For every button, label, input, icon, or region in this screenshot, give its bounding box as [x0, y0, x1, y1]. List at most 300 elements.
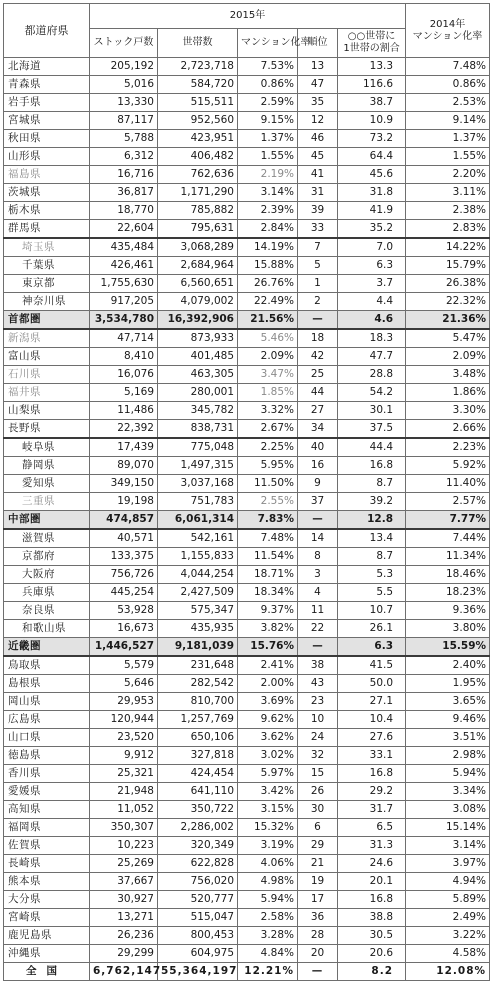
cell-prev: 2.57% — [406, 493, 490, 511]
cell-households: 775,048 — [158, 438, 238, 457]
cell-households: 785,882 — [158, 202, 238, 220]
cell-households: 463,305 — [158, 366, 238, 384]
cell-households: 424,454 — [158, 765, 238, 783]
cell-ratio: 54.2 — [338, 384, 406, 402]
cell-stock: 3,534,780 — [90, 311, 158, 330]
cell-ratio: 50.0 — [338, 675, 406, 693]
cell-prev: 1.55% — [406, 148, 490, 166]
cell-name: 滋賀県 — [4, 529, 90, 548]
cell-stock: 435,484 — [90, 238, 158, 257]
cell-rank: 1 — [298, 275, 338, 293]
cell-rate: 26.76% — [238, 275, 298, 293]
mansion-rate-table — [3, 3, 490, 981]
cell-rank: 39 — [298, 202, 338, 220]
cell-ratio: 5.3 — [338, 566, 406, 584]
cell-rank: 30 — [298, 801, 338, 819]
cell-name: 奈良県 — [4, 602, 90, 620]
cell-ratio: 20.6 — [338, 945, 406, 963]
cell-name: 愛知県 — [4, 475, 90, 493]
header-mansion-rate: マンション化率 — [238, 29, 298, 58]
cell-households: 795,631 — [158, 220, 238, 239]
cell-rate: 3.15% — [238, 801, 298, 819]
cell-rank: 4 — [298, 584, 338, 602]
cell-stock: 445,254 — [90, 584, 158, 602]
cell-name: 山梨県 — [4, 402, 90, 420]
cell-stock: 120,944 — [90, 711, 158, 729]
cell-stock: 25,269 — [90, 855, 158, 873]
cell-households: 575,347 — [158, 602, 238, 620]
cell-name: 岐阜県 — [4, 438, 90, 457]
cell-prev: 3.65% — [406, 693, 490, 711]
table-row — [4, 384, 490, 402]
cell-name: 千葉県 — [4, 257, 90, 275]
cell-ratio: 24.6 — [338, 855, 406, 873]
cell-prev: 9.36% — [406, 602, 490, 620]
table-row — [4, 257, 490, 275]
cell-ratio: 13.3 — [338, 58, 406, 76]
cell-households: 641,110 — [158, 783, 238, 801]
cell-rank: 17 — [298, 891, 338, 909]
cell-prev: 3.48% — [406, 366, 490, 384]
cell-name: 富山県 — [4, 348, 90, 366]
table-row — [4, 202, 490, 220]
cell-name: 山口県 — [4, 729, 90, 747]
cell-ratio: 33.1 — [338, 747, 406, 765]
cell-rate: 3.14% — [238, 184, 298, 202]
cell-name: 栃木県 — [4, 202, 90, 220]
cell-households: 2,286,002 — [158, 819, 238, 837]
cell-ratio: 6.3 — [338, 257, 406, 275]
cell-rate: 2.41% — [238, 656, 298, 675]
cell-rank: 25 — [298, 366, 338, 384]
cell-rank: 7 — [298, 238, 338, 257]
cell-stock: 1,446,527 — [90, 638, 158, 657]
cell-name: 長野県 — [4, 420, 90, 439]
cell-rank: 24 — [298, 729, 338, 747]
header-prev-rate — [406, 4, 490, 58]
table-body — [4, 58, 490, 981]
table-row — [4, 293, 490, 311]
cell-households: 6,061,314 — [158, 511, 238, 530]
cell-households: 584,720 — [158, 76, 238, 94]
cell-households: 4,044,254 — [158, 566, 238, 584]
table-header — [4, 4, 490, 58]
cell-rank: 43 — [298, 675, 338, 693]
cell-households: 55,364,197 — [158, 963, 238, 981]
table-row — [4, 511, 490, 530]
cell-rank: 27 — [298, 402, 338, 420]
cell-rank: 33 — [298, 220, 338, 239]
cell-rate: 5.94% — [238, 891, 298, 909]
cell-households: 520,777 — [158, 891, 238, 909]
cell-rank: 28 — [298, 927, 338, 945]
cell-households: 345,782 — [158, 402, 238, 420]
table-row — [4, 58, 490, 76]
cell-stock: 23,520 — [90, 729, 158, 747]
cell-rate: 3.69% — [238, 693, 298, 711]
cell-households: 810,700 — [158, 693, 238, 711]
cell-ratio: 38.7 — [338, 94, 406, 112]
cell-stock: 1,755,630 — [90, 275, 158, 293]
cell-prev: 2.23% — [406, 438, 490, 457]
cell-rate: 3.02% — [238, 747, 298, 765]
header-ratio — [338, 29, 406, 58]
cell-stock: 350,307 — [90, 819, 158, 837]
cell-name: 熊本県 — [4, 873, 90, 891]
cell-rank: 3 — [298, 566, 338, 584]
table-row — [4, 529, 490, 548]
cell-prev: 3.80% — [406, 620, 490, 638]
cell-rate: 1.55% — [238, 148, 298, 166]
cell-stock: 18,770 — [90, 202, 158, 220]
cell-prev: 5.94% — [406, 765, 490, 783]
cell-stock: 11,486 — [90, 402, 158, 420]
cell-ratio: 28.8 — [338, 366, 406, 384]
cell-rank: 6 — [298, 819, 338, 837]
cell-name: 広島県 — [4, 711, 90, 729]
cell-stock: 11,052 — [90, 801, 158, 819]
cell-name: 宮崎県 — [4, 909, 90, 927]
cell-prev: 2.53% — [406, 94, 490, 112]
table-row — [4, 873, 490, 891]
cell-households: 604,975 — [158, 945, 238, 963]
cell-name: 佐賀県 — [4, 837, 90, 855]
cell-ratio: 20.1 — [338, 873, 406, 891]
header-ratio-line1: ○○世帯に — [347, 31, 396, 42]
cell-stock: 5,788 — [90, 130, 158, 148]
cell-ratio: 4.6 — [338, 311, 406, 330]
cell-prev: 18.23% — [406, 584, 490, 602]
cell-ratio: 3.7 — [338, 275, 406, 293]
table-row — [4, 238, 490, 257]
cell-households: 952,560 — [158, 112, 238, 130]
cell-rate: 21.56% — [238, 311, 298, 330]
cell-rate: 5.46% — [238, 329, 298, 348]
cell-stock: 29,299 — [90, 945, 158, 963]
cell-rate: 7.48% — [238, 529, 298, 548]
cell-rank: 35 — [298, 94, 338, 112]
cell-rank: — — [298, 511, 338, 530]
cell-rate: 9.37% — [238, 602, 298, 620]
cell-name: 福岡県 — [4, 819, 90, 837]
cell-rate: 18.34% — [238, 584, 298, 602]
cell-stock: 16,716 — [90, 166, 158, 184]
cell-stock: 8,410 — [90, 348, 158, 366]
table-row — [4, 311, 490, 330]
cell-name: 新潟県 — [4, 329, 90, 348]
cell-stock: 5,646 — [90, 675, 158, 693]
table-row — [4, 184, 490, 202]
cell-prev: 11.40% — [406, 475, 490, 493]
cell-households: 542,161 — [158, 529, 238, 548]
cell-ratio: 41.9 — [338, 202, 406, 220]
cell-stock: 9,912 — [90, 747, 158, 765]
cell-rank: 32 — [298, 747, 338, 765]
table-row — [4, 945, 490, 963]
table-row — [4, 891, 490, 909]
table-row — [4, 548, 490, 566]
cell-households: 756,020 — [158, 873, 238, 891]
cell-prev: 2.09% — [406, 348, 490, 366]
cell-stock: 17,439 — [90, 438, 158, 457]
cell-ratio: 16.8 — [338, 765, 406, 783]
header-year-2015: 2015年 — [90, 4, 406, 29]
cell-stock: 349,150 — [90, 475, 158, 493]
table-row — [4, 801, 490, 819]
cell-rank: 38 — [298, 656, 338, 675]
cell-name: 石川県 — [4, 366, 90, 384]
cell-households: 2,427,509 — [158, 584, 238, 602]
cell-ratio: 31.7 — [338, 801, 406, 819]
header-households: 世帯数 — [158, 29, 238, 58]
cell-rank: 22 — [298, 620, 338, 638]
cell-rank: — — [298, 963, 338, 981]
cell-rank: 5 — [298, 257, 338, 275]
cell-households: 6,560,651 — [158, 275, 238, 293]
cell-households: 423,951 — [158, 130, 238, 148]
cell-prev: 7.77% — [406, 511, 490, 530]
cell-prev: 9.46% — [406, 711, 490, 729]
cell-prev: 26.38% — [406, 275, 490, 293]
cell-stock: 16,673 — [90, 620, 158, 638]
cell-ratio: 64.4 — [338, 148, 406, 166]
cell-rank: 41 — [298, 166, 338, 184]
cell-households: 873,933 — [158, 329, 238, 348]
cell-households: 406,482 — [158, 148, 238, 166]
cell-prev: 5.47% — [406, 329, 490, 348]
cell-households: 1,257,769 — [158, 711, 238, 729]
cell-prev: 9.14% — [406, 112, 490, 130]
table-row — [4, 94, 490, 112]
table-row — [4, 166, 490, 184]
cell-name: 埼玉県 — [4, 238, 90, 257]
cell-rate: 3.82% — [238, 620, 298, 638]
cell-rate: 3.42% — [238, 783, 298, 801]
header-prev-line2: マンション化率 — [412, 30, 483, 42]
cell-rank: 13 — [298, 58, 338, 76]
cell-prev: 2.20% — [406, 166, 490, 184]
cell-prev: 3.34% — [406, 783, 490, 801]
table-row — [4, 457, 490, 475]
cell-stock: 16,076 — [90, 366, 158, 384]
cell-rank: 10 — [298, 711, 338, 729]
cell-rate: 2.19% — [238, 166, 298, 184]
table-row — [4, 909, 490, 927]
cell-rate: 4.06% — [238, 855, 298, 873]
cell-name: 大阪府 — [4, 566, 90, 584]
cell-rank: 26 — [298, 783, 338, 801]
cell-rate: 1.85% — [238, 384, 298, 402]
table-row — [4, 656, 490, 675]
cell-prev: 3.08% — [406, 801, 490, 819]
cell-prev: 7.48% — [406, 58, 490, 76]
cell-ratio: 26.1 — [338, 620, 406, 638]
header-ratio-line2: 1世帯の割合 — [343, 43, 400, 54]
cell-rate: 1.37% — [238, 130, 298, 148]
cell-rank: 45 — [298, 148, 338, 166]
cell-rate: 14.19% — [238, 238, 298, 257]
cell-stock: 6,312 — [90, 148, 158, 166]
cell-stock: 26,236 — [90, 927, 158, 945]
cell-rank: 19 — [298, 873, 338, 891]
table-row — [4, 602, 490, 620]
cell-rank: 2 — [298, 293, 338, 311]
cell-stock: 36,817 — [90, 184, 158, 202]
table-row — [4, 329, 490, 348]
cell-rank: 21 — [298, 855, 338, 873]
table-row — [4, 783, 490, 801]
cell-stock: 22,604 — [90, 220, 158, 239]
cell-name: 群馬県 — [4, 220, 90, 239]
table-row — [4, 420, 490, 439]
cell-rate: 7.83% — [238, 511, 298, 530]
cell-rank: — — [298, 638, 338, 657]
cell-rate: 2.09% — [238, 348, 298, 366]
cell-ratio: 16.8 — [338, 457, 406, 475]
cell-stock: 19,198 — [90, 493, 158, 511]
cell-name: 三重県 — [4, 493, 90, 511]
cell-prev: 11.34% — [406, 548, 490, 566]
cell-ratio: 8.2 — [338, 963, 406, 981]
cell-households: 280,001 — [158, 384, 238, 402]
cell-ratio: 10.9 — [338, 112, 406, 130]
cell-rate: 9.62% — [238, 711, 298, 729]
cell-prev: 15.79% — [406, 257, 490, 275]
cell-rate: 5.97% — [238, 765, 298, 783]
cell-prev: 0.86% — [406, 76, 490, 94]
cell-ratio: 8.7 — [338, 548, 406, 566]
cell-stock: 47,714 — [90, 329, 158, 348]
cell-rank: 23 — [298, 693, 338, 711]
cell-ratio: 44.4 — [338, 438, 406, 457]
table-row — [4, 475, 490, 493]
cell-prev: 3.14% — [406, 837, 490, 855]
cell-ratio: 30.1 — [338, 402, 406, 420]
table-row — [4, 584, 490, 602]
cell-rank: 31 — [298, 184, 338, 202]
table-row — [4, 837, 490, 855]
cell-rate: 2.67% — [238, 420, 298, 439]
cell-stock: 10,223 — [90, 837, 158, 855]
cell-stock: 205,192 — [90, 58, 158, 76]
cell-prev: 1.37% — [406, 130, 490, 148]
cell-households: 3,068,289 — [158, 238, 238, 257]
cell-prev: 5.92% — [406, 457, 490, 475]
cell-rate: 7.53% — [238, 58, 298, 76]
cell-rank: 11 — [298, 602, 338, 620]
cell-rank: 42 — [298, 348, 338, 366]
cell-rate: 15.32% — [238, 819, 298, 837]
cell-households: 1,155,833 — [158, 548, 238, 566]
cell-name: 岩手県 — [4, 94, 90, 112]
cell-rank: 37 — [298, 493, 338, 511]
cell-households: 751,783 — [158, 493, 238, 511]
cell-rate: 0.86% — [238, 76, 298, 94]
cell-prev: 3.30% — [406, 402, 490, 420]
cell-name: 和歌山県 — [4, 620, 90, 638]
cell-prev: 18.46% — [406, 566, 490, 584]
cell-rate: 4.84% — [238, 945, 298, 963]
table-row — [4, 711, 490, 729]
cell-prev: 2.98% — [406, 747, 490, 765]
cell-prev: 1.95% — [406, 675, 490, 693]
cell-name: 秋田県 — [4, 130, 90, 148]
cell-households: 650,106 — [158, 729, 238, 747]
table-row — [4, 927, 490, 945]
cell-rank: 18 — [298, 329, 338, 348]
cell-prev: 2.38% — [406, 202, 490, 220]
cell-name: 静岡県 — [4, 457, 90, 475]
cell-stock: 21,948 — [90, 783, 158, 801]
header-rank: 順位 — [298, 29, 338, 58]
table-row — [4, 963, 490, 981]
cell-name: 長崎県 — [4, 855, 90, 873]
cell-households: 9,181,039 — [158, 638, 238, 657]
header-prefecture: 都道府県 — [4, 4, 90, 58]
cell-ratio: 39.2 — [338, 493, 406, 511]
cell-stock: 13,271 — [90, 909, 158, 927]
cell-stock: 756,726 — [90, 566, 158, 584]
cell-ratio: 41.5 — [338, 656, 406, 675]
cell-name: 愛媛県 — [4, 783, 90, 801]
cell-stock: 5,579 — [90, 656, 158, 675]
cell-prev: 3.22% — [406, 927, 490, 945]
cell-name: 鹿児島県 — [4, 927, 90, 945]
cell-name: 鳥取県 — [4, 656, 90, 675]
cell-rate: 9.15% — [238, 112, 298, 130]
cell-households: 515,047 — [158, 909, 238, 927]
cell-stock: 89,070 — [90, 457, 158, 475]
cell-ratio: 10.7 — [338, 602, 406, 620]
cell-rank: 44 — [298, 384, 338, 402]
cell-stock: 426,461 — [90, 257, 158, 275]
cell-prev: 3.51% — [406, 729, 490, 747]
cell-households: 320,349 — [158, 837, 238, 855]
cell-rank: 8 — [298, 548, 338, 566]
cell-ratio: 31.8 — [338, 184, 406, 202]
cell-rank: 47 — [298, 76, 338, 94]
mansion-rate-table-sheet — [3, 3, 489, 981]
cell-households: 282,542 — [158, 675, 238, 693]
cell-rank: 36 — [298, 909, 338, 927]
cell-stock: 474,857 — [90, 511, 158, 530]
cell-ratio: 18.3 — [338, 329, 406, 348]
table-row — [4, 566, 490, 584]
cell-prev: 4.58% — [406, 945, 490, 963]
table-row — [4, 76, 490, 94]
cell-households: 350,722 — [158, 801, 238, 819]
cell-name: 神奈川県 — [4, 293, 90, 311]
cell-rank: 16 — [298, 457, 338, 475]
cell-ratio: 27.1 — [338, 693, 406, 711]
cell-rate: 11.54% — [238, 548, 298, 566]
cell-prev: 15.14% — [406, 819, 490, 837]
cell-households: 800,453 — [158, 927, 238, 945]
table-row — [4, 747, 490, 765]
cell-ratio: 7.0 — [338, 238, 406, 257]
cell-prev: 15.59% — [406, 638, 490, 657]
table-row — [4, 493, 490, 511]
cell-ratio: 45.6 — [338, 166, 406, 184]
cell-ratio: 38.8 — [338, 909, 406, 927]
cell-name: 高知県 — [4, 801, 90, 819]
cell-name: 兵庫県 — [4, 584, 90, 602]
cell-ratio: 37.5 — [338, 420, 406, 439]
cell-name: 青森県 — [4, 76, 90, 94]
cell-name: 首都圏 — [4, 311, 90, 330]
cell-name: 全国 — [4, 963, 90, 981]
cell-stock: 30,927 — [90, 891, 158, 909]
